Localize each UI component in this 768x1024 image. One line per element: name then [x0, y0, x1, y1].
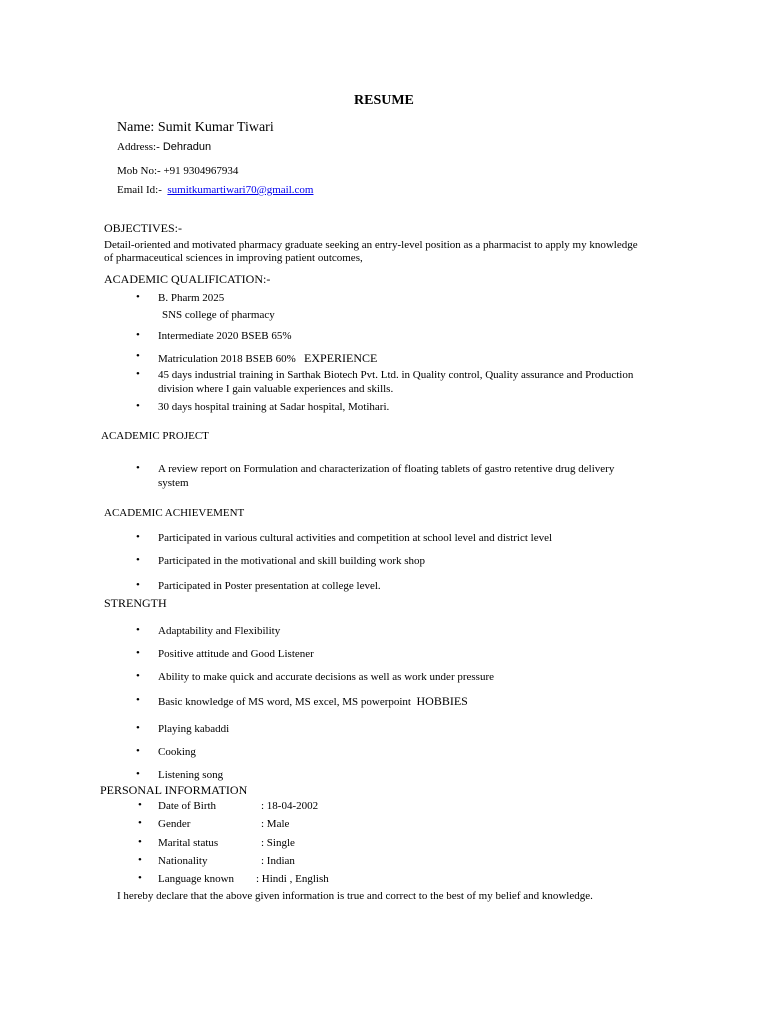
email-link[interactable]: sumitkumartiwari70@gmail.com [167, 184, 314, 196]
mobile-line: Mob No:- +91 9304967934 [117, 165, 239, 177]
objectives-text-line-2: of pharmaceutical sciences in improving patient outcomes, [104, 252, 363, 264]
personal-information-heading: PERSONAL INFORMATION [100, 783, 248, 797]
achievement-item: Participated in Poster presentation at college level. [158, 580, 381, 592]
strength-item [158, 694, 468, 709]
strength-item-text: Basic knowledge of MS word, MS excel, MS powerpoint [158, 696, 411, 708]
email-line [117, 184, 313, 196]
achievement-item: Participated in various cultural activities and competition at school level and district level [158, 532, 553, 544]
address-value: Dehradun [159, 141, 212, 153]
bullet-icon: • [136, 350, 140, 362]
name-line: Name: Sumit Kumar Tiwari [117, 120, 274, 135]
hobby-item: Cooking [158, 746, 196, 758]
hobby-item: Playing kabaddi [158, 723, 230, 735]
achievement-item: Participated in the motivational and skill building work shop [158, 555, 426, 567]
academic-achievement-heading: ACADEMIC ACHIEVEMENT [104, 507, 245, 519]
email-label: Email Id:- [117, 184, 162, 196]
declaration-text: I hereby declare that the above given information is true and correct to the best of my belief and knowledge. [117, 890, 593, 902]
objectives-heading: OBJECTIVES:- [104, 221, 182, 235]
bullet-icon: • [136, 554, 140, 566]
address-label: Address:- [117, 141, 160, 153]
bullet-icon: • [136, 722, 140, 734]
bullet-icon: • [138, 854, 142, 866]
strength-item: Ability to make quick and accurate decisions as well as work under pressure [158, 671, 495, 683]
bullet-icon: • [138, 799, 142, 811]
personal-gender-value: : Male [261, 818, 290, 830]
bullet-icon: • [136, 329, 140, 341]
personal-gender-label: Gender [158, 818, 191, 830]
qualification-item-matriculation [158, 351, 377, 366]
experience-item-industrial-line-2: division where I gain valuable experiences and skills. [158, 383, 394, 395]
bullet-icon: • [136, 531, 140, 543]
bullet-icon: • [136, 670, 140, 682]
strength-item: Adaptability and Flexibility [158, 625, 281, 637]
personal-language-label: Language known [158, 873, 235, 885]
address-line [117, 141, 211, 153]
bullet-icon: • [136, 400, 140, 412]
strength-item: Positive attitude and Good Listener [158, 648, 314, 660]
academic-qualification-heading: ACADEMIC QUALIFICATION:- [104, 272, 271, 286]
personal-marital-label: Marital status [158, 837, 219, 849]
bullet-icon: • [136, 462, 140, 474]
personal-dob-label: Date of Birth [158, 800, 217, 812]
qualification-item-bpharm: B. Pharm 2025 [158, 292, 225, 304]
strength-heading: STRENGTH [104, 596, 167, 610]
academic-project-heading: ACADEMIC PROJECT [101, 430, 209, 442]
qualification-item-intermediate: Intermediate 2020 BSEB 65% [158, 330, 292, 342]
matriculation-text: Matriculation 2018 BSEB 60% [158, 353, 296, 365]
personal-nationality-label: Nationality [158, 855, 208, 867]
personal-marital-value: : Single [261, 837, 295, 849]
personal-nationality-value: : Indian [261, 855, 295, 867]
experience-item-industrial-line-1: 45 days industrial training in Sarthak Biotech Pvt. Ltd. in Quality control, Quality assurance and Production [158, 369, 634, 381]
bullet-icon: • [136, 624, 140, 636]
project-item-line-1: A review report on Formulation and characterization of floating tablets of gastro retentive drug delivery [158, 463, 615, 475]
hobbies-heading: HOBBIES [416, 694, 468, 708]
hobby-item: Listening song [158, 769, 224, 781]
personal-language-value: : Hindi , English [256, 873, 329, 885]
bullet-icon: • [138, 836, 142, 848]
project-item-line-2: system [158, 477, 189, 489]
bullet-icon: • [136, 745, 140, 757]
experience-item-hospital: 30 days hospital training at Sadar hospital, Motihari. [158, 401, 390, 413]
objectives-text-line-1: Detail-oriented and motivated pharmacy graduate seeking an entry-level position as a pharmacist to apply my knowledge [104, 239, 638, 251]
bullet-icon: • [136, 291, 140, 303]
bullet-icon: • [138, 817, 142, 829]
bullet-icon: • [136, 368, 140, 380]
bullet-icon: • [136, 694, 140, 706]
bullet-icon: • [136, 768, 140, 780]
bullet-icon: • [136, 647, 140, 659]
bullet-icon: • [136, 579, 140, 591]
experience-heading: EXPERIENCE [304, 351, 378, 365]
bullet-icon: • [138, 872, 142, 884]
qualification-item-college: SNS college of pharmacy [162, 309, 275, 321]
personal-dob-value: : 18-04-2002 [261, 800, 319, 812]
resume-title: RESUME [354, 93, 414, 108]
